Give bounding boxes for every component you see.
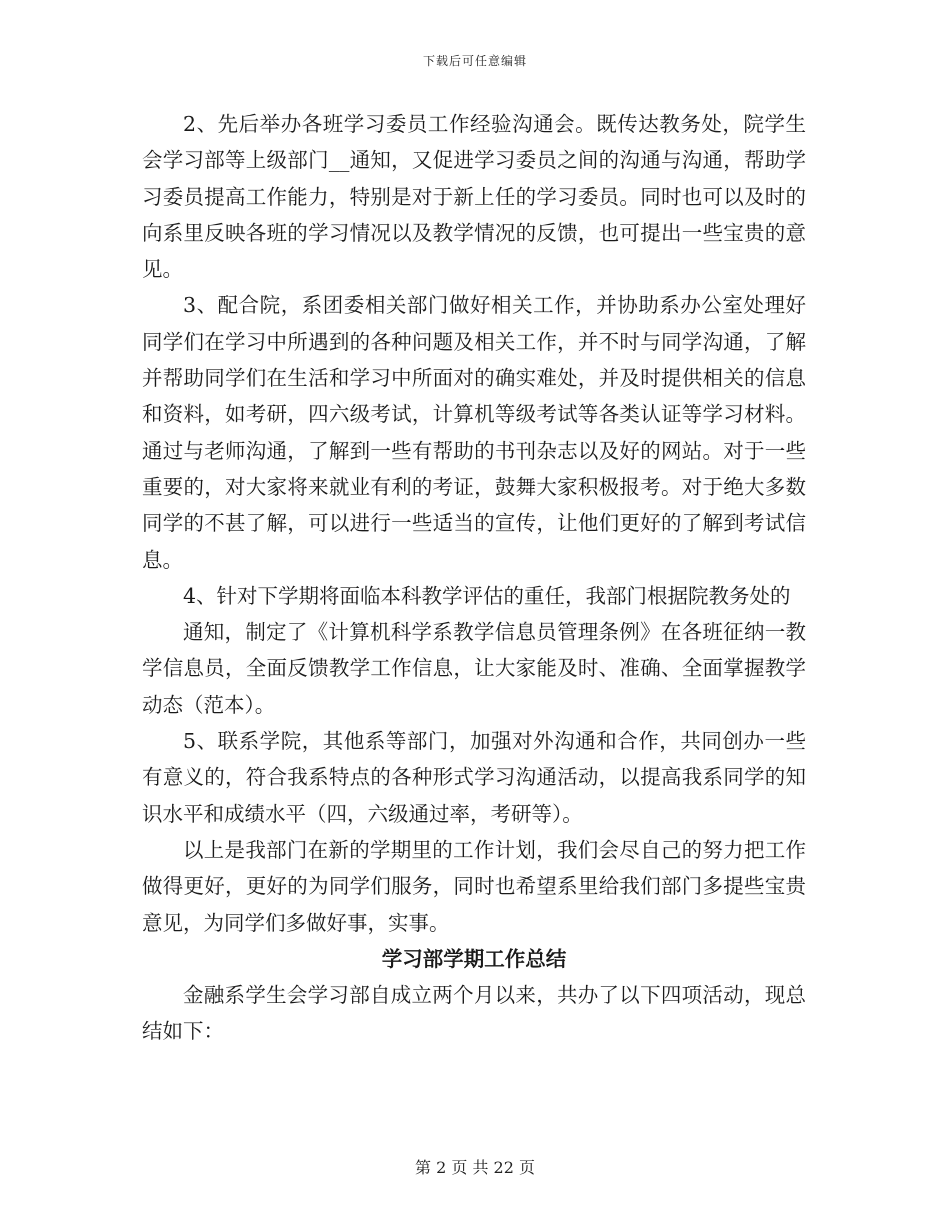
paragraph-3: 3、配合院，系团委相关部门做好相关工作，并协助系办公室处理好同学们在学习中所遇到的各种问题及相关工作，并不时与同学沟通，了解并帮助同学们在生活和学习中所面对的确实难处，并及时提供相关的信息和资料，如考研，四六级考试，计算机等级考试等各类认证等学习材料。通过与老师沟通，了解到一些有帮助的书刊杂志以及好的网站。对于一些重要的，对大家将来就业有利的考证，鼓舞大家积极报考。对于绝大多数同学的不甚了解，可以进行一些适当的宣传，让他们更好的了解到考试信息。 — [142, 293, 806, 572]
paragraph-4-continued: 通知，制定了《计算机科学系教学信息员管理条例》在各班征纳一教学信息员，全面反馈教学工作信息，让大家能及时、准确、全面掌握教学动态（范本）。 — [142, 620, 806, 717]
paragraph-4: 4、针对下学期将面临本科教学评估的重任，我部门根据院教务处的 — [183, 583, 791, 608]
section-heading: 学习部学期工作总结 — [381, 946, 567, 971]
page-number-footer: 第 2 页 共 22 页 — [415, 1158, 535, 1177]
paragraph-summary-intro: 金融系学生会学习部自成立两个月以来，共办了以下四项活动，现总结如下： — [142, 983, 806, 1044]
paragraph-2: 2、先后举办各班学习委员工作经验沟通会。既传达教务处，院学生会学习部等上级部门__通知，又促进学习委员之间的沟通与沟通，帮助学习委员提高工作能力，特别是对于新上任的学习委员。同时也可以及时的向系里反映各班的学习情况以及教学情况的反馈，也可提出一些宝贵的意见。 — [142, 112, 806, 282]
document-body — [142, 106, 806, 1050]
paragraph-5: 5、联系学院，其他系等部门，加强对外沟通和合作，共同创办一些有意义的，符合我系特点的各种形式学习沟通活动，以提高我系同学的知识水平和成绩水平（四，六级通过率，考研等）。 — [142, 729, 806, 826]
paragraph-closing: 以上是我部门在新的学期里的工作计划，我们会尽自己的努力把工作做得更好，更好的为同学们服务，同时也希望系里给我们部门多提些宝贵意见，为同学们多做好事，实事。 — [142, 837, 806, 935]
page-header: 下载后可任意编辑 — [422, 54, 527, 68]
